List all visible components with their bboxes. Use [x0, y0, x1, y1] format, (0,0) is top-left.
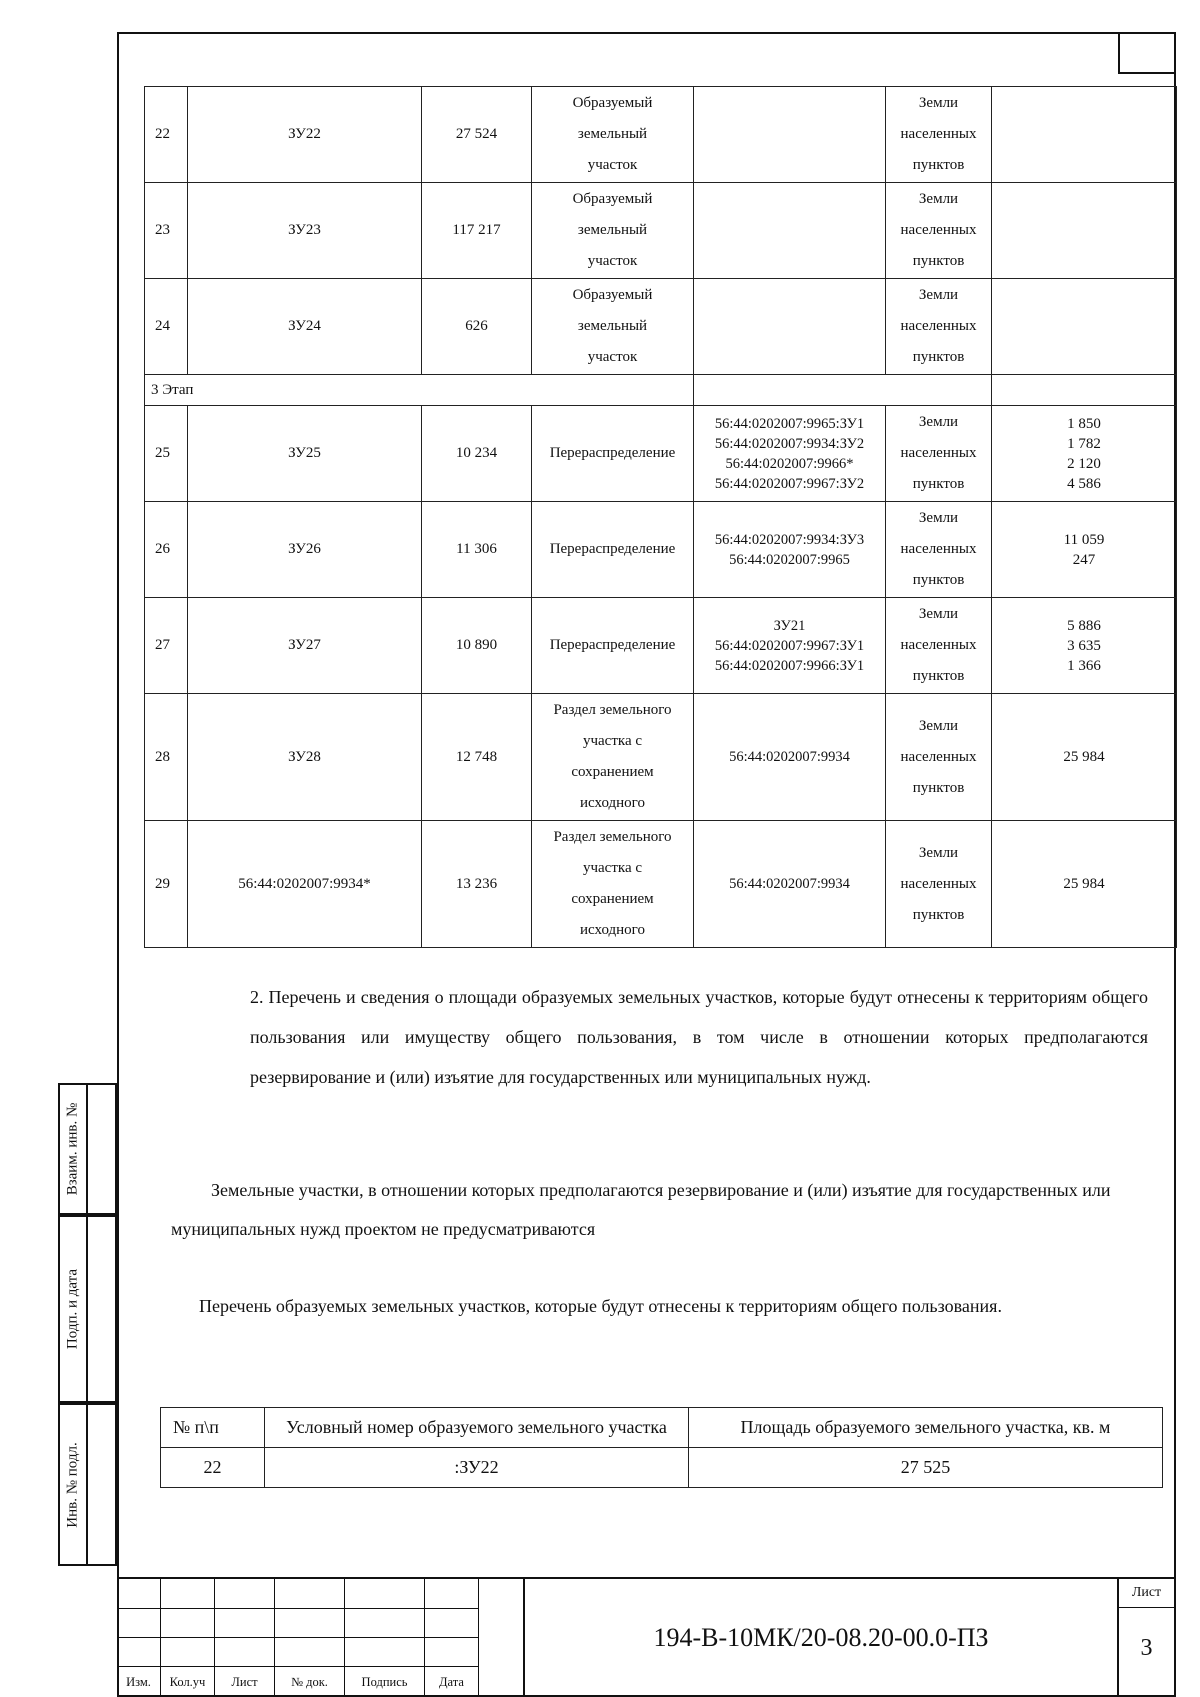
cell-category: Земли населенных пунктов — [886, 821, 992, 948]
cell-num: 29 — [145, 821, 188, 948]
cell-source: 56:44:0202007:9934:ЗУ3 56:44:0202007:9965 — [694, 502, 886, 598]
title-block-col-label: Дата — [425, 1667, 479, 1697]
table-row — [145, 279, 1177, 375]
side-stamp-vzaim — [58, 1083, 117, 1215]
title-block-cell — [161, 1579, 215, 1609]
cell-num: 22 — [161, 1448, 265, 1488]
title-block-cell — [425, 1609, 479, 1638]
stage-empty-cell — [694, 375, 992, 406]
cell-source-areas: 5 886 3 635 1 366 — [992, 598, 1177, 694]
sheet-box — [1117, 1579, 1174, 1697]
cell-num: 22 — [145, 87, 188, 183]
cell-method: Перераспределение — [532, 406, 694, 502]
table-row — [145, 183, 1177, 279]
side-label-podp: Подп. и дата — [64, 1268, 81, 1350]
sheet-number: 3 — [1140, 1635, 1153, 1661]
cell-area: 13 236 — [422, 821, 532, 948]
cell-area: 626 — [422, 279, 532, 375]
col-header-area: Площадь образуемого земельного участка, кв. м — [689, 1408, 1163, 1448]
cell-num: 25 — [145, 406, 188, 502]
title-block-grid — [117, 1579, 523, 1697]
title-block-cell — [425, 1638, 479, 1667]
cell-category: Земли населенных пунктов — [886, 279, 992, 375]
title-block-cell — [275, 1579, 345, 1609]
title-block-col-label: Подпись — [345, 1667, 425, 1697]
title-block-cell — [425, 1579, 479, 1609]
cell-source: 56:44:0202007:9965:ЗУ1 56:44:0202007:9934:ЗУ2 56:44:0202007:9966* 56:44:0202007:9967:ЗУ2 — [694, 406, 886, 502]
title-block-cell — [161, 1609, 215, 1638]
title-block-cell — [117, 1609, 161, 1638]
cell-plot-name: ЗУ22 — [188, 87, 422, 183]
cell-plot-name: ЗУ27 — [188, 598, 422, 694]
cell-source-areas: 25 984 — [992, 694, 1177, 821]
cell-source-areas — [992, 87, 1177, 183]
title-block-cell — [161, 1638, 215, 1667]
cell-num: 24 — [145, 279, 188, 375]
title-block-cell — [215, 1579, 275, 1609]
cell-source — [694, 183, 886, 279]
public-list-paragraph: Перечень образуемых земельных участков, которые будут отнесены к территориям общего пользования. — [199, 1296, 1002, 1316]
title-block-cell — [215, 1638, 275, 1667]
cell-source-areas — [992, 279, 1177, 375]
cell-plot-name: ЗУ24 — [188, 279, 422, 375]
corner-box — [1118, 32, 1176, 74]
cell-plot-name: ЗУ28 — [188, 694, 422, 821]
cell-source-areas — [992, 183, 1177, 279]
sheet-label: Лист — [1119, 1579, 1174, 1608]
cell-num: 23 — [145, 183, 188, 279]
cell-area: 10 890 — [422, 598, 532, 694]
title-block — [117, 1577, 1176, 1697]
title-block-col-label: Лист — [215, 1667, 275, 1697]
cell-area: 117 217 — [422, 183, 532, 279]
cell-category: Земли населенных пунктов — [886, 406, 992, 502]
table-row — [145, 502, 1177, 598]
table-row — [145, 821, 1177, 948]
title-block-cell — [275, 1638, 345, 1667]
cell-method: Перераспределение — [532, 502, 694, 598]
cell-source: ЗУ21 56:44:0202007:9967:ЗУ1 56:44:0202007:9966:ЗУ1 — [694, 598, 886, 694]
cell-num: 28 — [145, 694, 188, 821]
title-block-cell — [345, 1579, 425, 1609]
cell-name: :ЗУ22 — [265, 1448, 689, 1488]
cell-plot-name: ЗУ25 — [188, 406, 422, 502]
cell-num: 26 — [145, 502, 188, 598]
side-stamp-podp — [58, 1215, 117, 1403]
title-block-col-label: Изм. — [117, 1667, 161, 1697]
table-row — [145, 87, 1177, 183]
title-block-cell — [345, 1638, 425, 1667]
public-plots-table — [160, 1407, 1163, 1488]
cell-category: Земли населенных пунктов — [886, 183, 992, 279]
cell-method: Образуемый земельный участок — [532, 87, 694, 183]
cell-plot-name: ЗУ23 — [188, 183, 422, 279]
cell-category: Земли населенных пунктов — [886, 598, 992, 694]
table-header-row — [161, 1408, 1163, 1448]
cell-source — [694, 87, 886, 183]
title-block-col-label: № док. — [275, 1667, 345, 1697]
cell-source: 56:44:0202007:9934 — [694, 821, 886, 948]
cell-method: Перераспределение — [532, 598, 694, 694]
title-block-cell — [117, 1579, 161, 1609]
side-stamp-inv — [58, 1403, 117, 1566]
cell-area: 12 748 — [422, 694, 532, 821]
side-label-inv: Инв. № подл. — [64, 1441, 81, 1528]
cell-area: 27 524 — [422, 87, 532, 183]
land-plots-table — [144, 86, 1177, 948]
col-header-name: Условный номер образуемого земельного участка — [265, 1408, 689, 1448]
table-row — [145, 406, 1177, 502]
cell-source-areas: 1 850 1 782 2 120 4 586 — [992, 406, 1177, 502]
stage-row — [145, 375, 1177, 406]
col-header-num: № п\п — [161, 1408, 265, 1448]
cell-num: 27 — [145, 598, 188, 694]
table-row — [161, 1448, 1163, 1488]
cell-category: Земли населенных пунктов — [886, 694, 992, 821]
reserve-paragraph: Земельные участки, в отношении которых предполагаются резервирование и (или) изъятие для государственных или муниципальных нужд проектом не предусматриваются — [171, 1180, 1111, 1239]
cell-plot-name: 56:44:0202007:9934* — [188, 821, 422, 948]
cell-area: 10 234 — [422, 406, 532, 502]
cell-source-areas: 11 059 247 — [992, 502, 1177, 598]
cell-source — [694, 279, 886, 375]
title-block-col-label: Кол.уч — [161, 1667, 215, 1697]
stage-label: 3 Этап — [145, 375, 694, 406]
cell-area: 11 306 — [422, 502, 532, 598]
table-row — [145, 694, 1177, 821]
cell-source: 56:44:0202007:9934 — [694, 694, 886, 821]
cell-category: Земли населенных пунктов — [886, 87, 992, 183]
cell-method: Образуемый земельный участок — [532, 279, 694, 375]
title-block-cell — [345, 1609, 425, 1638]
cell-category: Земли населенных пунктов — [886, 502, 992, 598]
cell-plot-name: ЗУ26 — [188, 502, 422, 598]
cell-method: Образуемый земельный участок — [532, 183, 694, 279]
cell-area: 27 525 — [689, 1448, 1163, 1488]
cell-method: Раздел земельного участка с сохранением исходного — [532, 821, 694, 948]
cell-method: Раздел земельного участка с сохранением исходного — [532, 694, 694, 821]
side-label-vzaim: Взаим. инв. № — [64, 1102, 81, 1196]
section-2-heading: 2. Перечень и сведения о площади образуемых земельных участков, которые будут отнесены к территориям общего пользования или имуществу общего пользования, в том числе в отношении которых предполагаются резервирование и (или) изъятие для государственных или муниципальных нужд. — [250, 987, 1148, 1087]
stage-empty-cell — [992, 375, 1177, 406]
document-code: 194-В-10МК/20-08.20-00.0-ПЗ — [523, 1579, 1117, 1697]
title-block-cell — [117, 1638, 161, 1667]
cell-source-areas: 25 984 — [992, 821, 1177, 948]
title-block-cell — [275, 1609, 345, 1638]
title-block-cell — [215, 1609, 275, 1638]
table-row — [145, 598, 1177, 694]
